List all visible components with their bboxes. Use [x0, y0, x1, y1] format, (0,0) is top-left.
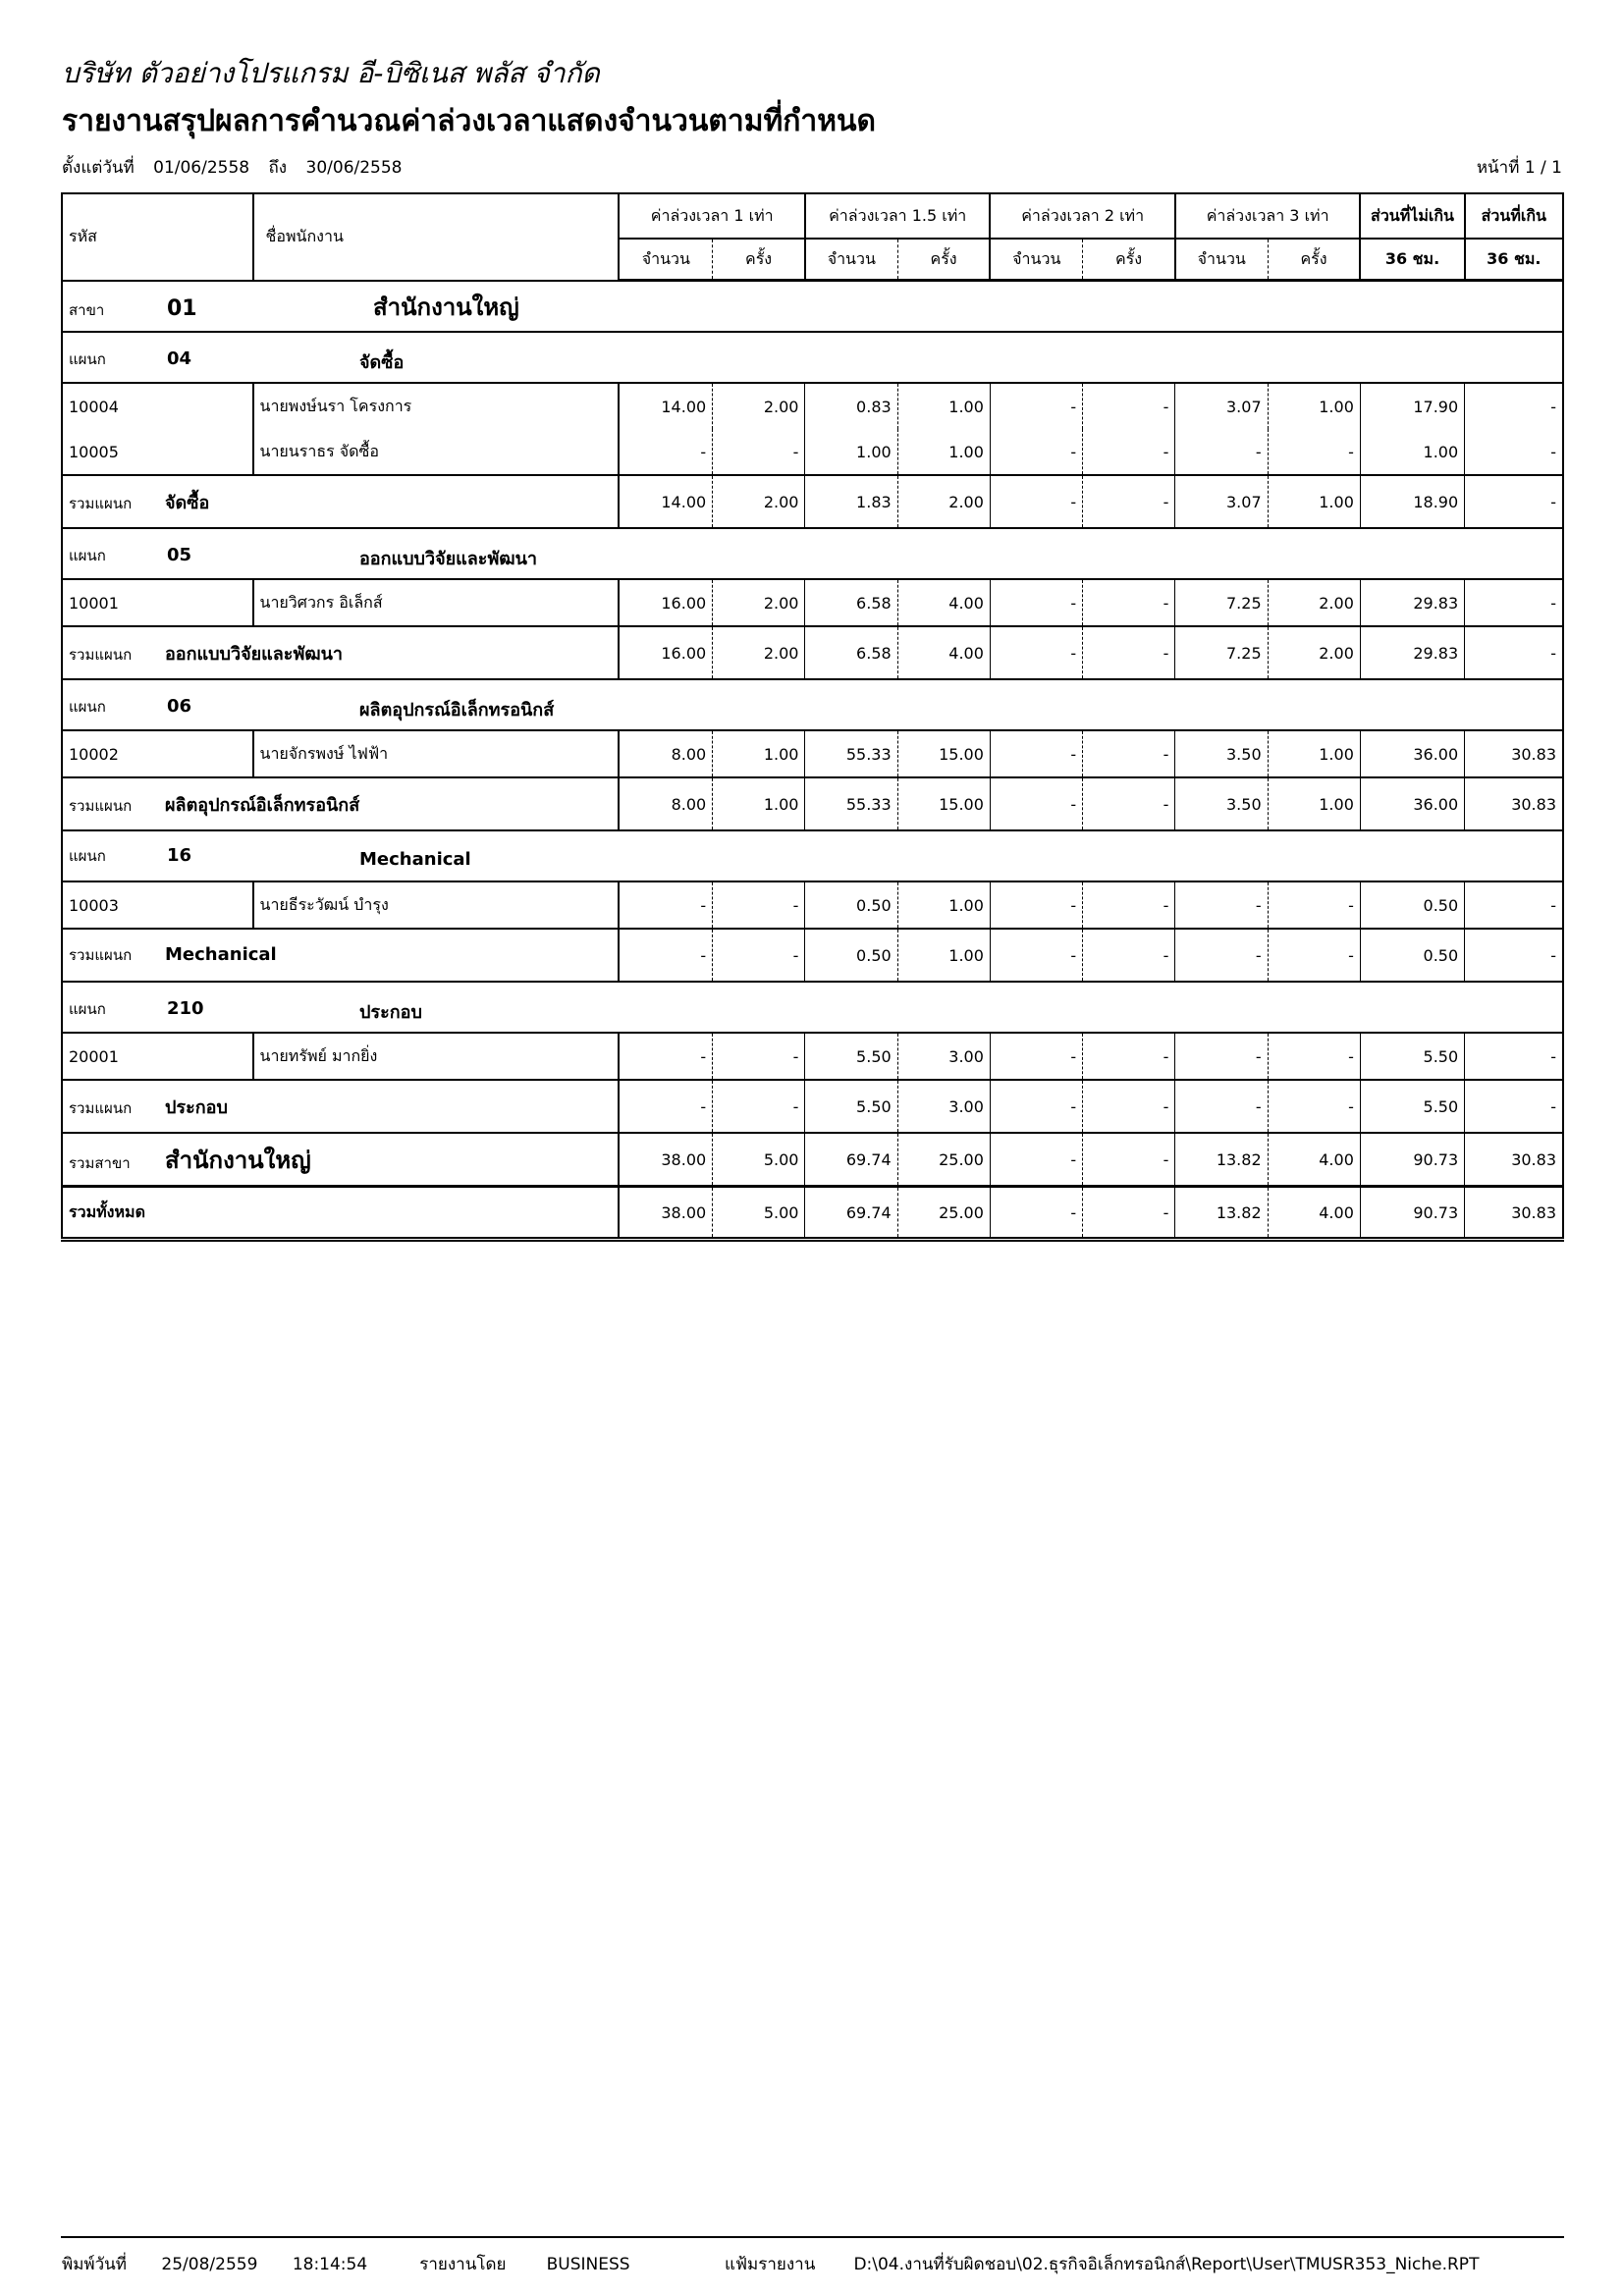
- cell-ot1-times: 2.00: [713, 475, 805, 528]
- cell-ot15-amount: 5.50: [805, 1033, 897, 1080]
- report-body: [62, 281, 1563, 1240]
- cell-ot15-times: 4.00: [897, 579, 990, 626]
- footer-divider: [61, 2236, 1564, 2238]
- branch-row: [62, 281, 1563, 333]
- dept-label: แผนก: [69, 847, 106, 865]
- employee-code: 20001: [62, 1033, 253, 1080]
- dept-name: ประกอบ: [359, 1001, 422, 1023]
- cell-ot2-times: -: [1083, 1133, 1175, 1187]
- cell-over-36: -: [1465, 881, 1563, 929]
- cell-ot1-times: 1.00: [713, 777, 805, 830]
- employee-name: นายวิศวกร อิเล็กส์: [253, 579, 620, 626]
- cell-ot2-times: -: [1083, 475, 1175, 528]
- cell-ot1-times: 2.00: [713, 579, 805, 626]
- dept-total-label: [62, 1080, 619, 1133]
- dept-total-name: ประกอบ: [165, 1096, 228, 1118]
- cell-not-over-36: 0.50: [1360, 929, 1464, 982]
- cell-ot3-times: 1.00: [1268, 730, 1360, 777]
- dept-total-row: [62, 777, 1563, 830]
- company-name: บริษัท ตัวอย่างโปรแกรม อี-บิซิเนส พลัส จำกัด: [62, 57, 600, 89]
- cell-ot3-times: 1.00: [1268, 475, 1360, 528]
- cell-ot3-times: 2.00: [1268, 579, 1360, 626]
- branch-total-label: [62, 1133, 619, 1187]
- cell-over-36: -: [1465, 626, 1563, 679]
- cell-ot3-times: 2.00: [1268, 626, 1360, 679]
- cell-ot3-times: -: [1268, 429, 1360, 475]
- cell-not-over-36: 29.83: [1360, 626, 1464, 679]
- cell-ot2-times: -: [1083, 383, 1175, 429]
- cell-ot15-amount: 0.50: [805, 881, 897, 929]
- cell-ot1-amount: -: [619, 881, 712, 929]
- col-over-hours: 36 ชม.: [1465, 239, 1563, 281]
- print-date: 25/08/2559: [161, 2255, 258, 2274]
- dept-code: 16: [167, 845, 192, 866]
- cell-ot2-amount: -: [990, 1033, 1082, 1080]
- cell-ot3-amount: 3.50: [1175, 730, 1268, 777]
- cell-ot2-amount: -: [990, 429, 1082, 475]
- dept-total-label: [62, 626, 619, 679]
- cell-ot1-times: -: [713, 881, 805, 929]
- cell-ot2-times: -: [1083, 881, 1175, 929]
- cell-ot3-amount: 3.50: [1175, 777, 1268, 830]
- cell-ot3-amount: 7.25: [1175, 579, 1268, 626]
- cell-ot1-amount: -: [619, 1080, 712, 1133]
- employee-name: นายทรัพย์ มากยิ่ง: [253, 1033, 620, 1080]
- col-amount: จำนวน: [990, 239, 1082, 281]
- dept-code: 05: [167, 544, 192, 565]
- employee-row: [62, 1033, 1563, 1080]
- cell-ot2-amount: -: [990, 777, 1082, 830]
- cell-ot3-times: -: [1268, 1033, 1360, 1080]
- employee-code: 10004: [62, 383, 253, 429]
- dept-name: ออกแบบวิจัยและพัฒนา: [359, 548, 538, 569]
- cell-over-36: -: [1465, 1033, 1563, 1080]
- employee-code: 10002: [62, 730, 253, 777]
- dept-total-name: จัดซื้อ: [165, 492, 210, 513]
- col-ot2: ค่าล่วงเวลา 2 เท่า: [990, 193, 1174, 239]
- col-code: รหัส: [62, 193, 253, 281]
- by-label: รายงานโดย: [419, 2255, 507, 2274]
- cell-not-over-36: 90.73: [1360, 1187, 1464, 1240]
- dept-row: [62, 982, 1563, 1033]
- cell-ot2-amount: -: [990, 626, 1082, 679]
- file-path: D:\04.งานที่รับผิดชอบ\02.ธุรกิจอิเล็กทรอนิกส์\Report\User\TMUSR353_Niche.RPT: [853, 2255, 1480, 2274]
- employee-name: นายธีระวัฒน์ บำรุง: [253, 881, 620, 929]
- col-over: ส่วนที่เกิน: [1465, 193, 1563, 239]
- cell-ot3-times: -: [1268, 929, 1360, 982]
- cell-ot2-times: -: [1083, 1187, 1175, 1240]
- cell-ot3-amount: 13.82: [1175, 1187, 1268, 1240]
- dept-total-caption: รวมแผนก: [69, 796, 133, 815]
- col-times: ครั้ง: [713, 239, 805, 281]
- cell-ot2-amount: -: [990, 579, 1082, 626]
- branch-code: 01: [167, 295, 197, 321]
- cell-ot2-amount: -: [990, 730, 1082, 777]
- cell-ot3-amount: 7.25: [1175, 626, 1268, 679]
- employee-code: 10003: [62, 881, 253, 929]
- cell-ot15-times: 1.00: [897, 929, 990, 982]
- dept-total-label: [62, 777, 619, 830]
- to-label: ถึง: [268, 158, 288, 178]
- dept-header: [62, 528, 1563, 579]
- dept-row: [62, 830, 1563, 881]
- by-value: BUSINESS: [546, 2255, 630, 2274]
- cell-not-over-36: 5.50: [1360, 1033, 1464, 1080]
- col-times: ครั้ง: [1268, 239, 1360, 281]
- cell-ot15-times: 3.00: [897, 1080, 990, 1133]
- cell-ot2-times: -: [1083, 730, 1175, 777]
- cell-ot15-amount: 55.33: [805, 730, 897, 777]
- cell-over-36: 30.83: [1465, 730, 1563, 777]
- cell-ot15-times: 15.00: [897, 777, 990, 830]
- grand-total-label: [62, 1187, 619, 1240]
- dept-name: Mechanical: [359, 849, 471, 870]
- branch-total-row: [62, 1133, 1563, 1187]
- dept-total-row: [62, 626, 1563, 679]
- cell-ot2-amount: -: [990, 929, 1082, 982]
- cell-ot1-times: 1.00: [713, 730, 805, 777]
- cell-ot3-times: 1.00: [1268, 777, 1360, 830]
- cell-ot15-amount: 69.74: [805, 1133, 897, 1187]
- dept-total-name: Mechanical: [165, 944, 277, 965]
- cell-ot15-amount: 69.74: [805, 1187, 897, 1240]
- dept-label: แผนก: [69, 546, 106, 564]
- employee-name: นายจักรพงษ์ ไฟฟ้า: [253, 730, 620, 777]
- employee-row: [62, 383, 1563, 429]
- cell-not-over-36: 1.00: [1360, 429, 1464, 475]
- dept-row: [62, 332, 1563, 383]
- dept-total-row: [62, 929, 1563, 982]
- col-amount: จำนวน: [619, 239, 712, 281]
- cell-ot1-amount: 14.00: [619, 383, 712, 429]
- cell-over-36: -: [1465, 929, 1563, 982]
- cell-over-36: 30.83: [1465, 1187, 1563, 1240]
- cell-ot2-amount: -: [990, 475, 1082, 528]
- cell-ot15-times: 3.00: [897, 1033, 990, 1080]
- cell-ot15-amount: 5.50: [805, 1080, 897, 1133]
- cell-ot3-times: 1.00: [1268, 383, 1360, 429]
- cell-ot1-amount: 38.00: [619, 1133, 712, 1187]
- cell-ot1-amount: -: [619, 1033, 712, 1080]
- print-time: 18:14:54: [292, 2255, 368, 2274]
- dept-label: แผนก: [69, 349, 106, 368]
- cell-ot3-times: -: [1268, 1080, 1360, 1133]
- to-date: 30/06/2558: [305, 158, 403, 178]
- cell-ot2-amount: -: [990, 1187, 1082, 1240]
- cell-ot1-amount: -: [619, 929, 712, 982]
- report-title: รายงานสรุปผลการคำนวณค่าล่วงเวลาแสดงจำนวนตามที่กำหนด: [62, 104, 877, 138]
- cell-ot1-amount: 8.00: [619, 777, 712, 830]
- dept-total-row: [62, 475, 1563, 528]
- employee-row: [62, 881, 1563, 929]
- cell-ot2-amount: -: [990, 383, 1082, 429]
- cell-ot3-amount: 3.07: [1175, 383, 1268, 429]
- cell-ot2-amount: -: [990, 1080, 1082, 1133]
- dept-name: จัดซื้อ: [359, 351, 405, 373]
- grand-total-caption: รวมทั้งหมด: [69, 1201, 145, 1221]
- cell-ot1-times: -: [713, 429, 805, 475]
- col-ot15: ค่าล่วงเวลา 1.5 เท่า: [805, 193, 990, 239]
- col-not-over-hours: 36 ชม.: [1360, 239, 1464, 281]
- dept-total-caption: รวมแผนก: [69, 1098, 133, 1117]
- col-times: ครั้ง: [1083, 239, 1175, 281]
- cell-ot15-times: 1.00: [897, 429, 990, 475]
- cell-not-over-36: 5.50: [1360, 1080, 1464, 1133]
- dept-name: ผลิตอุปกรณ์อิเล็กทรอนิกส์: [359, 699, 555, 721]
- cell-ot2-times: -: [1083, 1033, 1175, 1080]
- branch-total-name: สำนักงานใหญ่: [165, 1146, 311, 1174]
- file-label: แฟ้มรายงาน: [725, 2255, 816, 2274]
- cell-ot15-times: 2.00: [897, 475, 990, 528]
- cell-over-36: -: [1465, 475, 1563, 528]
- dept-total-name: ผลิตอุปกรณ์อิเล็กทรอนิกส์: [165, 794, 360, 816]
- cell-ot3-amount: -: [1175, 429, 1268, 475]
- cell-ot15-amount: 0.50: [805, 929, 897, 982]
- grand-total-row: [62, 1187, 1563, 1240]
- dept-label: แผนก: [69, 999, 106, 1018]
- dept-total-name: ออกแบบวิจัยและพัฒนา: [165, 643, 344, 665]
- cell-ot3-amount: -: [1175, 881, 1268, 929]
- cell-ot15-times: 1.00: [897, 383, 990, 429]
- col-name: ชื่อพนักงาน: [253, 193, 620, 281]
- dept-header: [62, 982, 1563, 1033]
- cell-ot15-amount: 6.58: [805, 626, 897, 679]
- cell-ot1-amount: 14.00: [619, 475, 712, 528]
- cell-ot15-amount: 55.33: [805, 777, 897, 830]
- dept-total-label: [62, 475, 619, 528]
- dept-total-row: [62, 1080, 1563, 1133]
- cell-ot2-times: -: [1083, 929, 1175, 982]
- cell-ot15-times: 4.00: [897, 626, 990, 679]
- cell-ot1-times: -: [713, 1080, 805, 1133]
- col-ot1: ค่าล่วงเวลา 1 เท่า: [619, 193, 804, 239]
- from-date: 01/06/2558: [153, 158, 250, 178]
- col-times: ครั้ง: [897, 239, 990, 281]
- cell-ot1-times: 5.00: [713, 1187, 805, 1240]
- cell-ot15-amount: 0.83: [805, 383, 897, 429]
- cell-ot15-times: 25.00: [897, 1133, 990, 1187]
- cell-ot3-amount: -: [1175, 1080, 1268, 1133]
- cell-ot2-amount: -: [990, 1133, 1082, 1187]
- cell-over-36: -: [1465, 579, 1563, 626]
- cell-ot1-amount: 16.00: [619, 579, 712, 626]
- col-amount: จำนวน: [805, 239, 897, 281]
- cell-ot15-times: 25.00: [897, 1187, 990, 1240]
- cell-ot3-amount: -: [1175, 1033, 1268, 1080]
- cell-ot3-amount: 13.82: [1175, 1133, 1268, 1187]
- dept-header: [62, 332, 1563, 383]
- from-label: ตั้งแต่วันที่: [62, 158, 135, 178]
- cell-not-over-36: 36.00: [1360, 777, 1464, 830]
- cell-ot1-amount: -: [619, 429, 712, 475]
- dept-code: 06: [167, 695, 192, 717]
- cell-over-36: 30.83: [1465, 777, 1563, 830]
- cell-ot2-times: -: [1083, 1080, 1175, 1133]
- cell-not-over-36: 0.50: [1360, 881, 1464, 929]
- dept-label: แผนก: [69, 697, 106, 716]
- cell-over-36: -: [1465, 429, 1563, 475]
- branch-total-caption: รวมสาขา: [69, 1153, 131, 1172]
- cell-ot1-amount: 38.00: [619, 1187, 712, 1240]
- cell-ot15-times: 1.00: [897, 881, 990, 929]
- employee-code: 10001: [62, 579, 253, 626]
- cell-not-over-36: 18.90: [1360, 475, 1464, 528]
- cell-ot3-times: 4.00: [1268, 1133, 1360, 1187]
- cell-ot1-times: -: [713, 929, 805, 982]
- employee-row: [62, 429, 1563, 475]
- col-ot3: ค่าล่วงเวลา 3 เท่า: [1175, 193, 1360, 239]
- date-range: [62, 154, 416, 181]
- cell-ot3-times: 4.00: [1268, 1187, 1360, 1240]
- cell-over-36: -: [1465, 1080, 1563, 1133]
- cell-ot2-times: -: [1083, 626, 1175, 679]
- cell-ot15-amount: 1.00: [805, 429, 897, 475]
- dept-header: [62, 679, 1563, 730]
- branch-name: สำนักงานใหญ่: [373, 293, 519, 321]
- dept-total-caption: รวมแผนก: [69, 946, 133, 964]
- cell-ot3-times: -: [1268, 881, 1360, 929]
- col-not-over: ส่วนที่ไม่เกิน: [1360, 193, 1464, 239]
- employee-code: 10005: [62, 429, 253, 475]
- cell-ot1-times: 2.00: [713, 383, 805, 429]
- dept-total-caption: รวมแผนก: [69, 494, 133, 512]
- dept-total-label: [62, 929, 619, 982]
- cell-ot15-amount: 6.58: [805, 579, 897, 626]
- cell-not-over-36: 17.90: [1360, 383, 1464, 429]
- cell-ot3-amount: -: [1175, 929, 1268, 982]
- cell-ot2-times: -: [1083, 777, 1175, 830]
- cell-ot1-amount: 16.00: [619, 626, 712, 679]
- dept-code: 04: [167, 347, 192, 369]
- employee-name: นายนราธร จัดซื้อ: [253, 429, 620, 475]
- cell-over-36: 30.83: [1465, 1133, 1563, 1187]
- cell-ot1-times: 2.00: [713, 626, 805, 679]
- dept-row: [62, 679, 1563, 730]
- report-footer: [62, 2251, 1479, 2277]
- print-label: พิมพ์วันที่: [62, 2255, 127, 2274]
- cell-ot2-times: -: [1083, 429, 1175, 475]
- dept-header: [62, 830, 1563, 881]
- page-number: หน้าที่ 1 / 1: [1476, 158, 1562, 178]
- cell-ot3-amount: 3.07: [1175, 475, 1268, 528]
- dept-row: [62, 528, 1563, 579]
- employee-row: [62, 730, 1563, 777]
- cell-over-36: -: [1465, 383, 1563, 429]
- dept-code: 210: [167, 997, 204, 1019]
- cell-ot1-amount: 8.00: [619, 730, 712, 777]
- cell-not-over-36: 29.83: [1360, 579, 1464, 626]
- employee-name: นายพงษ์นรา โครงการ: [253, 383, 620, 429]
- overtime-report-table: [61, 192, 1564, 1242]
- cell-ot15-times: 15.00: [897, 730, 990, 777]
- employee-row: [62, 579, 1563, 626]
- cell-ot1-times: -: [713, 1033, 805, 1080]
- col-amount: จำนวน: [1175, 239, 1268, 281]
- branch-label: สาขา: [69, 300, 105, 319]
- cell-not-over-36: 90.73: [1360, 1133, 1464, 1187]
- cell-ot15-amount: 1.83: [805, 475, 897, 528]
- cell-ot2-times: -: [1083, 579, 1175, 626]
- cell-not-over-36: 36.00: [1360, 730, 1464, 777]
- cell-ot1-times: 5.00: [713, 1133, 805, 1187]
- dept-total-caption: รวมแผนก: [69, 645, 133, 664]
- cell-ot2-amount: -: [990, 881, 1082, 929]
